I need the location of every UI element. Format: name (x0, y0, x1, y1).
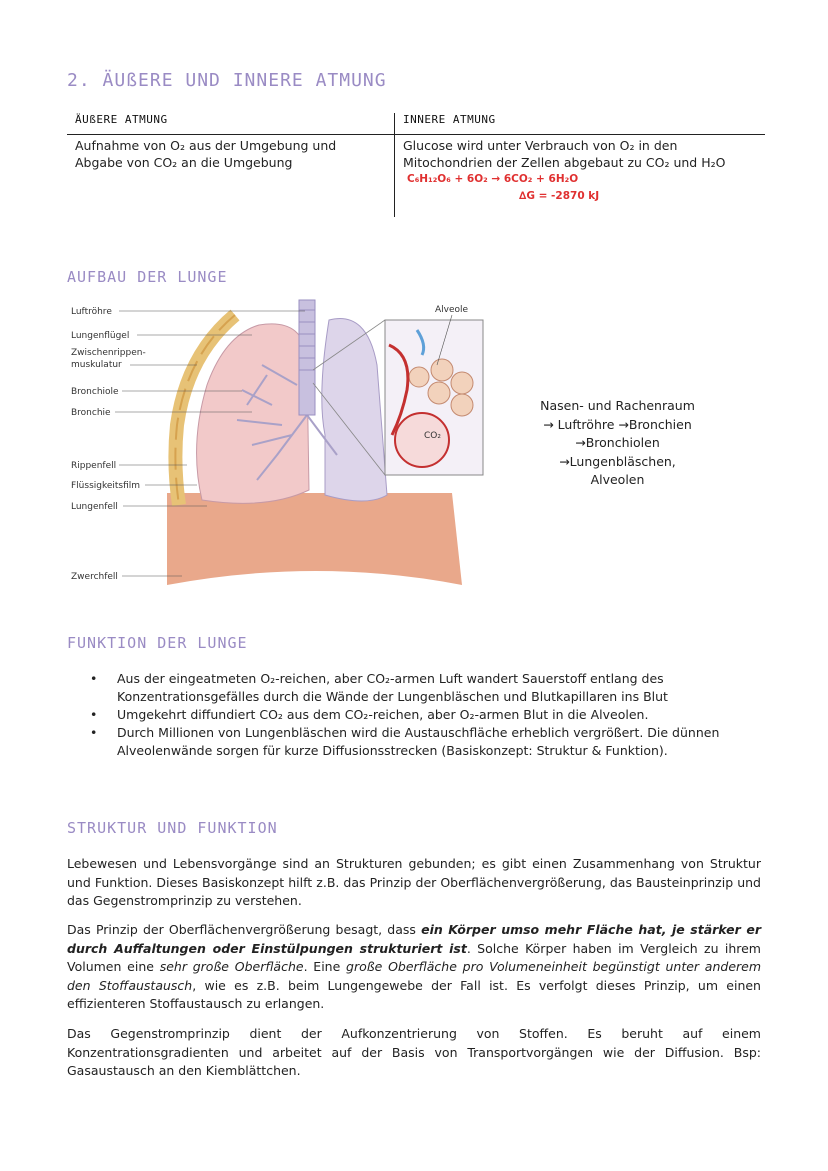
label-luftroehre: Luftröhre (71, 307, 112, 317)
label-zwischenrippen-1: Zwischenrippen- (71, 348, 146, 358)
label-lungenfluegel: Lungenflügel (71, 331, 130, 341)
table-header-divider (67, 134, 765, 135)
right-lung (322, 318, 387, 501)
section-title-struktur: STRUKTUR UND FUNKTION (67, 819, 278, 837)
cell-innere: Glucose wird unter Verbrauch von O₂ in den Mitochondrien der Zellen abgebaut zu CO₂ und H₂O (403, 138, 726, 170)
section-title-funktion: FUNKTION DER LUNGE (67, 634, 248, 652)
diaphragm (167, 493, 462, 585)
label-zwerchfell: Zwerchfell (71, 572, 118, 582)
col-header-aeussere: ÄUßERE ATMUNG (75, 113, 168, 126)
list-item: • Aus der eingeatmeten O₂-reichen, aber CO₂-armen Luft wandert Sauerstoff entlang des Konzentrationsgefälles durch die Wände der Lungenbläschen und Blutkapillaren ins Blut (90, 670, 750, 706)
cell-aeussere: Aufnahme von O₂ aus der Umgebung und Abgabe von CO₂ an die Umgebung (75, 138, 337, 170)
delta-g: ∆G = -2870 kJ (519, 190, 600, 202)
label-lungenfell: Lungenfell (71, 502, 118, 512)
funktion-bullet-list (90, 670, 750, 760)
paragraph-gegenstromprinzip: Das Gegenstromprinzip dient der Aufkonzentrierung von Stoffen. Es beruht auf einem Konzentrationsgradienten und arbeitet auf der Basis von Transportvorgängen wie der Diffusion. Bsp: Gasaustausch an den Kiemblättchen. (67, 1026, 761, 1078)
table-column-divider (394, 113, 395, 217)
label-fluessigkeitsfilm: Flüssigkeitsfilm (71, 481, 141, 491)
label-bronchie: Bronchie (71, 408, 111, 418)
label-bronchiole: Bronchiole (71, 387, 119, 397)
col-header-innere: INNERE ATMUNG (403, 113, 496, 126)
section-title-atmung: 2. ÄUßERE UND INNERE ATMUNG (67, 70, 387, 91)
list-item: • Umgekehrt diffundiert CO₂ aus dem CO₂-reichen, aber O₂-armen Blut in die Alveolen. (90, 706, 750, 724)
paragraph-oberflaechenvergroesserung: Das Prinzip der Oberflächenvergrößerung besagt, dass ein Körper umso mehr Fläche hat, je stärker er durch Auffaltungen oder Einstülpungen strukturiert ist. Solche Körper haben im Vergleich zu ihrem Volumen eine sehr große Oberfläche. Eine große Oberfläche pro Volumeneinheit begünstigt unter anderem den Stoffaustausch, wie es z.B. beim Lungengewebe der Fall ist. Es verfolgt dieses Prinzip, um einen effizienteren Stoffaustausch zu erlangen. (67, 922, 762, 1011)
label-alveole: Alveole (435, 305, 469, 315)
section-title-aufbau: AUFBAU DER LUNGE (67, 268, 228, 286)
label-zwischenrippen-2: muskulatur (71, 360, 122, 370)
left-lung (197, 324, 309, 503)
co2-label: CO₂ (424, 431, 441, 441)
paragraph-basiskonzept: Lebewesen und Lebensvorgänge sind an Strukturen gebunden; es gibt einen Zusammenhang von Struktur und Funktion. Dieses Basiskonzept hilft z.B. das Prinzip der Oberflächenvergrößerung, das Bausteinprinzip und das Gegenstromprinzip zu verstehen. (67, 856, 761, 908)
reaction-equation: C₆H₁₂O₆ + 6O₂ → 6CO₂ + 6H₂O (407, 173, 579, 185)
lung-diagram (67, 295, 497, 595)
airway-path-text: Nasen- und Rachenraum → Luftröhre →Bronchien →Bronchiolen →Lungenbläschen, Alveolen (540, 398, 695, 487)
list-item: • Durch Millionen von Lungenbläschen wird die Austauschfläche erheblich vergrößert. Die dünnen Alveolenwände sorgen für kurze Diffusionsstrecken (Basiskonzept: Struktur & Funktion). (90, 724, 750, 760)
label-rippenfell: Rippenfell (71, 461, 117, 471)
